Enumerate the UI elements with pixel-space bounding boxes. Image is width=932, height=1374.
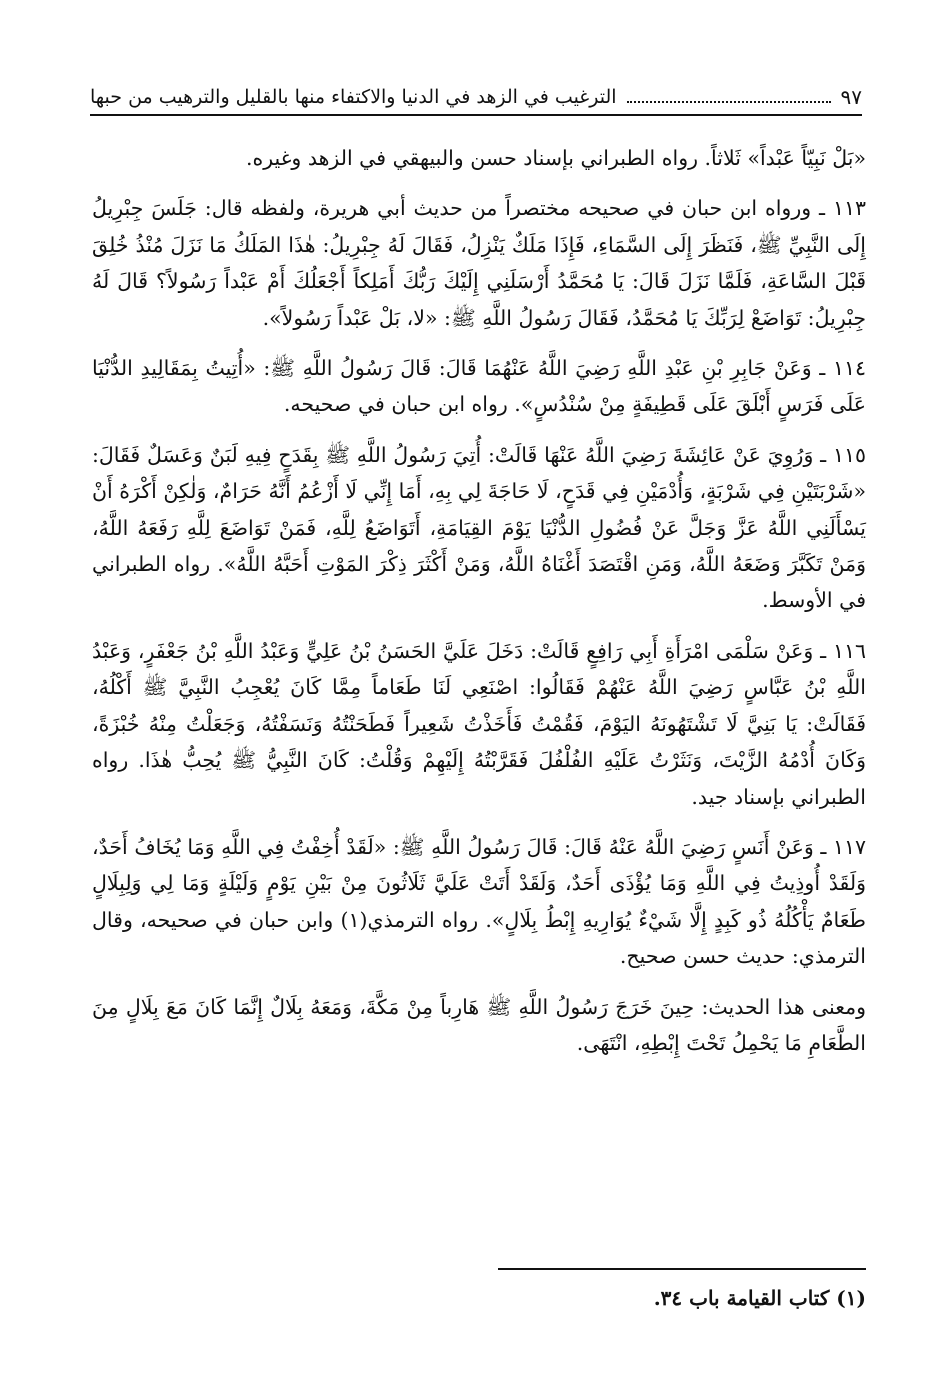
header-dot-leader (627, 91, 831, 103)
paragraph-continuation: «بَلْ نَبِيّاً عَبْداً» ثَلاثاً. رواه الطبراني بإسناد حسن والبيهقي في الزهد وغيره. (245, 146, 866, 170)
running-header (90, 80, 862, 116)
body-text (92, 140, 866, 1075)
hadith-115: ١١٥ ـ وَرُوِيَ عَنْ عَائِشَةَ رَضِيَ اللَّهُ عَنْهَا قَالَتْ: أُتِيَ رَسُولُ اللَّهِ ﷺ بِقَدَحٍ فِيهِ لَبَنٌ وَعَسَلٌ فَقَالَ: «شَرْبَتَيْنِ فِي شَرْبَةٍ، وَأُدْمَيْنِ فِي قَدَحٍ، لَا حَاجَةَ لِي بِهِ، أَمَا إِنِّي لَا أَزْعُمُ أَنَّهُ حَرَامٌ، وَلٰكِنْ أَكْرَهُ أَنْ يَسْأَلَنِي اللَّهُ عَزَّ وَجَلَّ عَنْ فُضُولِ الدُّنْيَا يَوْمَ القِيَامَةِ، أَتَوَاضَعُ لِلَّهِ، فَمَنْ تَوَاضَعَ لِلَّهِ رَفَعَهُ اللَّهُ، وَمَنْ تَكَبَّرَ وَضَعَهُ اللَّهُ، وَمَنِ اقْتَصَدَ أَغْنَاهُ اللَّهُ، وَمَنْ أَكْثَرَ ذِكْرَ المَوْتِ أَحَبَّهُ اللَّهُ». رواه الطبراني في الأوسط. (92, 442, 866, 613)
header-title: الترغيب في الزهد في الدنيا والاكتفاء منها بالقليل والترهيب من حبها (90, 86, 617, 108)
hadith-117: ١١٧ ـ وَعَنْ أَنَسٍ رَضِيَ اللَّهُ عَنْهُ قَالَ: قَالَ رَسُولُ اللَّهِ ﷺ: «لَقَدْ أُخِفْتُ فِي اللَّهِ وَمَا يُخَافُ أَحَدٌ، وَلَقَدْ أُوذِيتُ فِي اللَّهِ وَمَا يُؤْذَى أَحَدٌ، وَلَقَدْ أَتَتْ عَلَيَّ ثَلَاثُونَ مِنْ بَيْنِ يَوْمٍ وَلَيْلَةٍ وَمَا لِي وَلِبِلَالٍ طَعَامٌ يَأْكُلُهُ ذُو كَبِدٍ إِلَّا شَيْءٌ يُوَارِيهِ إِبْطُ بِلَالٍ». رواه الترمذي(١) وابن حبان في صحيحه، وقال الترمذي: حديث حسن صحيح. (92, 834, 866, 969)
footnote-rule (498, 1268, 866, 1270)
footnote: (١) كتاب القيامة باب ٣٤. (653, 1286, 866, 1310)
hadith-114: ١١٤ ـ وَعَنْ جَابِرِ بْنِ عَبْدِ اللَّهِ رَضِيَ اللَّهُ عَنْهُمَا قَالَ: قَالَ رَسُولُ اللَّهِ ﷺ: «أُتِيتُ بِمَقَالِيدِ الدُّنْيَا عَلَى فَرَسٍ أَبْلَقَ عَلَى قَطِيفَةٍ مِنْ سُنْدُسٍ». رواه ابن حبان في صحيحه. (92, 356, 866, 417)
hadith-explanation: ومعنى هذا الحديث: حِينَ خَرَجَ رَسُولُ اللَّهِ ﷺ هَارِباً مِنْ مَكَّةَ، وَمَعَهُ بِلَالٌ إِنَّمَا كَانَ مَعَ بِلَالٍ مِنَ الطَّعَامِ مَا يَحْمِلُ تَحْتَ إِبْطِهِ، انْتَهَى. (92, 994, 866, 1055)
hadith-116: ١١٦ ـ وَعَنْ سَلْمَى امْرَأَةِ أَبِي رَافِعٍ قَالَتْ: دَخَلَ عَلَيَّ الحَسَنُ بْنُ عَلِيٍّ وَعَبْدُ اللَّهِ بْنُ جَعْفَرٍ، وَعَبْدُ اللَّهِ بْنُ عَبَّاسٍ رَضِيَ اللَّهُ عَنْهُمْ فَقَالُوا: اصْنَعِي لَنَا طَعَاماً مِمَّا كَانَ يُعْجِبُ النَّبِيَّ ﷺ أَكْلُهُ، فَقَالَتْ: يَا بَنِيَّ لَا تَشْتَهُونَهُ اليَوْمَ، فَقُمْتُ فَأَخَذْتُ شَعِيراً فَطَحَنْتُهُ وَنَسَفْتُهُ، وَجَعَلْتُ مِنْهُ خُبْزَةً، وَكَانَ أُدْمُهُ الزَّيْتَ، وَنَثَرْتُ عَلَيْهِ الفُلْفُلَ فَقَرَّبْتُهُ إِلَيْهِمْ وَقُلْتُ: كَانَ النَّبِيُّ ﷺ يُحِبُّ هٰذَا. رواه الطبراني بإسناد جيد. (92, 638, 866, 809)
hadith-113: ١١٣ ـ ورواه ابن حبان في صحيحه مختصراً من حديث أبي هريرة، ولفظه قال: جَلَسَ جِبْرِيلُ إِلَى النَّبِيِّ ﷺ، فَنَظَرَ إِلَى السَّمَاءِ، فَإِذَا مَلَكٌ يَنْزِلُ، فَقَالَ لَهُ جِبْرِيلُ: هٰذَا المَلَكُ مَا نَزَلَ مُنْذُ خُلِقَ قَبْلَ السَّاعَةِ، فَلَمَّا نَزَلَ قَالَ: يَا مُحَمَّدُ أَرْسَلَنِي إِلَيْكَ رَبُّكَ أَمَلِكاً أَجْعَلُكَ أَمْ عَبْداً رَسُولاً؟ قَالَ لَهُ جِبْرِيلُ: تَوَاضَعْ لِرَبِّكَ يَا مُحَمَّدُ، فَقَالَ رَسُولُ اللَّهِ ﷺ: «لا، بَلْ عَبْداً رَسُولاً». (92, 196, 866, 330)
page-number: ٩٧ (840, 85, 862, 109)
